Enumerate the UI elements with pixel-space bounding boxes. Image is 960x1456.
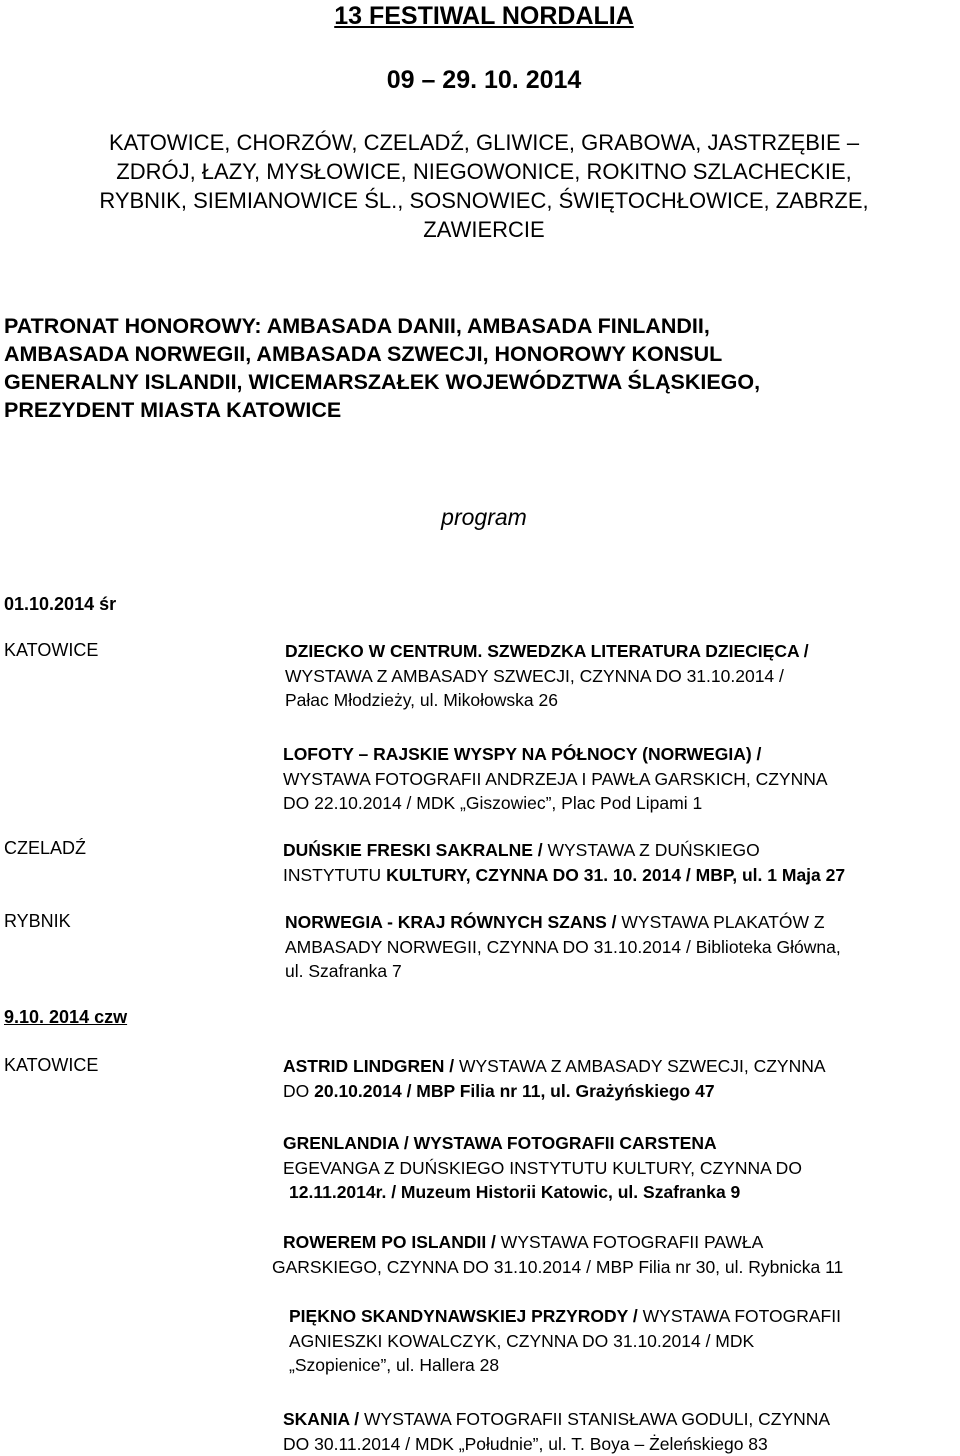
patronage-line: PATRONAT HONOROWY: AMBASADA DANII, AMBASADA FINLANDII, [4,312,760,340]
patronage-block [4,312,760,424]
program-label: program [0,504,960,531]
event-title: NORWEGIA - KRAJ RÓWNYCH SZANS / [285,912,617,932]
cities-list [0,128,960,244]
festival-title: 13 FESTIWAL NORDALIA [0,2,960,31]
festival-dates: 09 – 29. 10. 2014 [0,66,960,95]
event-entry [283,742,828,816]
event-details: AMBASADY NORWEGII, CZYNNA DO 31.10.2014 / Biblioteka Główna, [285,935,841,960]
event-venue: DO 22.10.2014 / MDK „Giszowiec”, Plac Pod Lipami 1 [283,791,828,816]
day-date: 01.10.2014 śr [4,594,116,615]
event-entry [283,1407,830,1456]
event-venue: ul. Szafranka 7 [285,959,841,984]
event-entry [285,910,841,984]
cities-line: KATOWICE, CHORZÓW, CZELADŹ, GLIWICE, GRABOWA, JASTRZĘBIE – [0,128,960,157]
event-title: PIĘKNO SKANDYNAWSKIEJ PRZYRODY / [289,1306,638,1326]
event-details: WYSTAWA FOTOGRAFII PAWŁA [496,1232,763,1252]
event-venue: Pałac Młodzieży, ul. Mikołowska 26 [285,688,809,713]
event-venue: 12.11.2014r. / Muzeum Historii Katowic, ul. Szafranka 9 [289,1182,740,1202]
event-details: WYSTAWA PLAKATÓW Z [617,912,825,932]
patronage-line: GENERALNY ISLANDII, WICEMARSZAŁEK WOJEWÓDZTWA ŚLĄSKIEGO, [4,368,760,396]
event-title: DZIECKO W CENTRUM. SZWEDZKA LITERATURA DZIECIĘCA / [285,641,809,661]
event-entry [289,1304,841,1378]
cities-line: ZDRÓJ, ŁAZY, MYSŁOWICE, NIEGOWONICE, ROKITNO SZLACHECKIE, [0,157,960,186]
cities-line: ZAWIERCIE [0,215,960,244]
event-details: WYSTAWA Z DUŃSKIEGO [543,840,760,860]
event-details: WYSTAWA Z AMBASADY SZWECJI, CZYNNA [454,1056,825,1076]
event-title: LOFOTY – RAJSKIE WYSPY NA PÓŁNOCY (NORWEGIA) / [283,744,761,764]
cities-line: RYBNIK, SIEMIANOWICE ŚL., SOSNOWIEC, ŚWIĘTOCHŁOWICE, ZABRZE, [0,186,960,215]
event-details: EGEVANGA Z DUŃSKIEGO INSTYTUTU KULTURY, CZYNNA DO [283,1156,802,1181]
event-venue: 20.10.2014 / MBP Filia nr 11, ul. Grażyńskiego 47 [314,1081,714,1101]
event-title: GRENLANDIA / WYSTAWA FOTOGRAFII CARSTENA [283,1133,717,1153]
event-details: AGNIESZKI KOWALCZYK, CZYNNA DO 31.10.2014 / MDK [289,1329,841,1354]
event-title: DUŃSKIE FRESKI SAKRALNE / [283,840,543,860]
event-entry [283,1131,802,1205]
event-details: INSTYTUTU [283,865,386,885]
day-date: 9.10. 2014 czw [4,1007,127,1028]
city-label-rybnik: RYBNIK [4,911,71,932]
event-details: WYSTAWA Z AMBASADY SZWECJI, CZYNNA DO 31.10.2014 / [285,664,809,689]
patronage-line: AMBASADA NORWEGII, AMBASADA SZWECJI, HONOROWY KONSUL [4,340,760,368]
city-label-czeladz: CZELADŹ [4,838,86,859]
event-venue: DO 30.11.2014 / MDK „Południe”, ul. T. Boya – Żeleńskiego 83 [283,1432,830,1456]
event-details: WYSTAWA FOTOGRAFII [638,1306,841,1326]
event-details: WYSTAWA FOTOGRAFII STANISŁAWA GODULI, CZYNNA [359,1409,830,1429]
event-details: WYSTAWA FOTOGRAFII ANDRZEJA I PAWŁA GARSKICH, CZYNNA [283,767,828,792]
event-title: ASTRID LINDGREN / [283,1056,454,1076]
city-label-katowice: KATOWICE [4,1055,98,1076]
event-venue: GARSKIEGO, CZYNNA DO 31.10.2014 / MBP Filia nr 30, ul. Rybnicka 11 [272,1255,843,1280]
event-title: ROWEREM PO ISLANDII / [283,1232,496,1252]
city-label-katowice: KATOWICE [4,640,98,661]
event-title: SKANIA / [283,1409,359,1429]
patronage-line: PREZYDENT MIASTA KATOWICE [4,396,760,424]
event-entry [283,1054,826,1103]
event-entry [285,639,809,713]
event-entry [283,838,845,887]
event-venue: „Szopienice”, ul. Hallera 28 [289,1353,841,1378]
event-entry [272,1230,843,1279]
event-venue: KULTURY, CZYNNA DO 31. 10. 2014 / MBP, ul. 1 Maja 27 [386,865,845,885]
event-details: DO [283,1081,314,1101]
